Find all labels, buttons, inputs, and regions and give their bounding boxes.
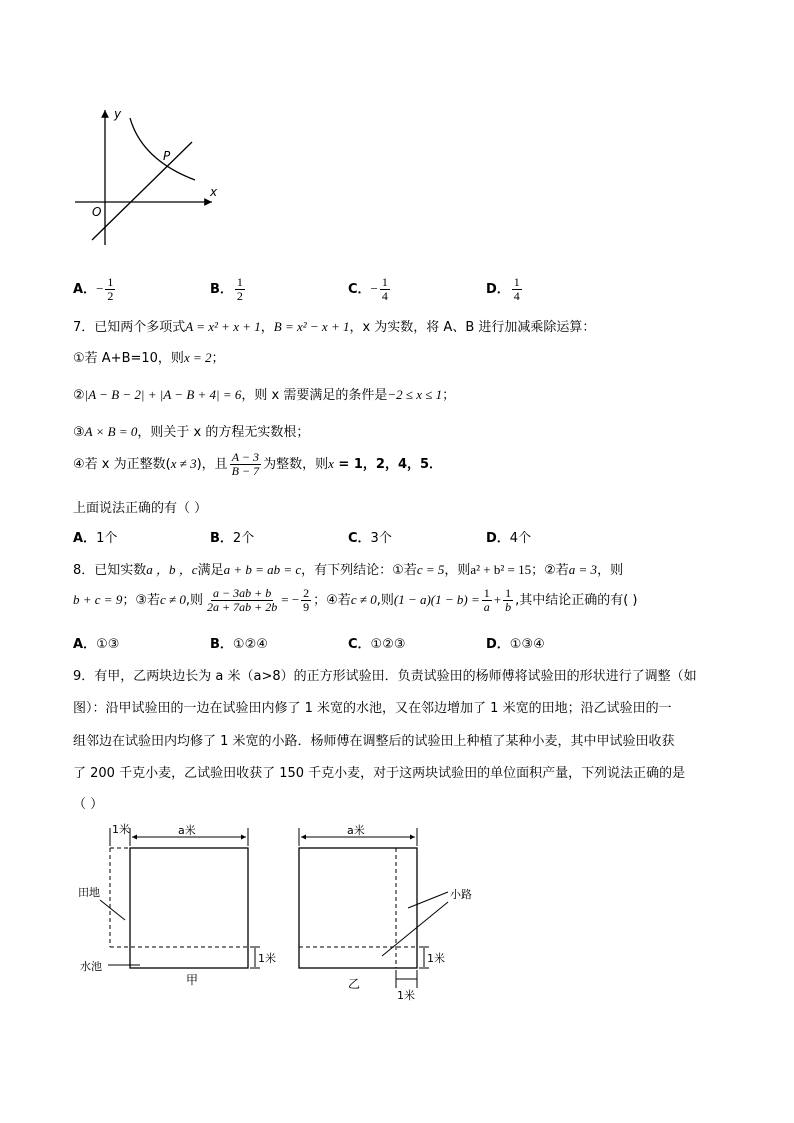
y-axis-label: y (114, 107, 122, 121)
jia-dim-arrowhead-right (241, 835, 246, 840)
q7-statement-4-fraction: $\frac{A - 3}{B - 7}$ (231, 450, 260, 478)
yi-road-pointer-2 (382, 902, 448, 956)
q7-statement-2: ②|A − B − 2| + |A − B + 4| = 6，则 x 需要满足的条件是−2 ≤ x ≤ 1； (73, 387, 456, 403)
figure-yi (290, 820, 490, 1005)
q9-stem-line-1: 9．有甲，乙两块边长为 a 米（a>8）的正方形试验田．负责试验田的杨师傅将试验田的形状进行了调整（如 (73, 669, 697, 684)
yi-field-square (299, 848, 417, 968)
jia-caption: 甲 (186, 973, 199, 987)
jia-top-width-label: 1米 (112, 823, 130, 836)
yi-road-pointer-1 (408, 892, 448, 908)
q8-option-d[interactable]: D．①③④ (486, 637, 545, 652)
origin-label: O (92, 205, 102, 219)
q6-option-b-fraction: $\frac{1}{2}$ (236, 275, 243, 303)
x-axis-label: x (210, 185, 218, 199)
q7-statement-4: ④若 x 为正整数(x ≠ 3)，且 $\frac{A - 3}{B - 7}$ 为整数，则x = 1，2，4，5． (73, 450, 443, 478)
jia-right-height-label: 1米 (258, 952, 276, 965)
q9-stem-line-5: （ ） (73, 797, 104, 812)
q7-question: 上面说法正确的有（ ） (73, 501, 208, 516)
q8-fraction-3: $\frac{a - 3ab + b}{2a + 7ab + 2b}$ (207, 586, 278, 614)
q8-option-c[interactable]: C．①②③ (348, 637, 406, 652)
yi-caption: 乙 (348, 977, 361, 991)
q8-fraction-4a: $\frac{1}{a}$ (483, 586, 490, 614)
q7-stem: 7．已知两个多项式A = x² + x + 1，B = x² − x + 1，x 为实数，将 A、B 进行加减乘除运算： (73, 319, 596, 335)
yi-side-a-label: a米 (347, 824, 365, 837)
q6-option-b[interactable]: B． $\frac{1}{2}$ (210, 275, 243, 303)
q8-fraction-4b: $\frac{1}{b}$ (505, 586, 512, 614)
jia-field-pointer (100, 900, 125, 920)
yi-right-height-label: 1米 (427, 952, 445, 965)
q6-option-a-fraction: $\frac{1}{2}$ (107, 275, 114, 303)
q7-statement-1: ①若 A+B=10，则x = 2； (73, 350, 225, 366)
q7-statement-3: ③A × B = 0，则关于 x 的方程无实数根； (73, 424, 310, 440)
q7-option-d[interactable]: D．4个 (486, 531, 532, 546)
q8-stem-line-2: b + c = 9；③若c ≠ 0,则 $\frac{a - 3ab + b}{2a + 7ab + 2b}$ = − $\frac{2}{9}$ ；④若c ≠ 0,则(1 − a)(1 − b) = $\frac{1}{a}$ + $\frac{1}{b}$ ,其中结论正确的有( ) (73, 586, 638, 614)
q8-option-a[interactable]: A．①③ (73, 637, 120, 652)
jia-pool-label: 水池 (80, 960, 102, 973)
straight-line (92, 142, 192, 240)
yi-dim-arrowhead-right (410, 835, 415, 840)
q7-option-c[interactable]: C．3个 (348, 531, 392, 546)
q7-option-b[interactable]: B．2个 (210, 531, 255, 546)
q7-option-a[interactable]: A．1个 (73, 531, 118, 546)
jia-dim-arrowhead-left (132, 835, 137, 840)
q8-stem-line-1: 8．已知实数a ，b ，c满足a + b = ab = c，有下列结论：①若c = 5，则a² + b² = 15；②若a = 3，则 (73, 562, 624, 578)
q6-graph (70, 100, 230, 250)
figure-jia (70, 820, 285, 995)
point-p-label: P (163, 149, 171, 163)
q6-option-d-fraction: $\frac{1}{4}$ (513, 275, 520, 303)
yi-road-label: 小路 (450, 888, 472, 901)
q9-stem-line-4: 了 200 千克小麦，乙试验田收获了 150 千克小麦，对于这两块试验田的单位面积产量，下列说法正确的是 (73, 766, 686, 781)
yi-dim-arrowhead-left (301, 835, 306, 840)
q9-stem-line-2: 图）：沿甲试验田的一边在试验田内修了 1 米宽的水池，又在邻边增加了 1 米宽的田地；沿乙试验田的一 (73, 701, 672, 716)
q6-option-c[interactable]: C．− $\frac{1}{4}$ (348, 275, 388, 303)
jia-side-a-label: a米 (178, 824, 196, 837)
jia-field-square (130, 848, 248, 968)
q6-option-a[interactable]: A．− $\frac{1}{2}$ (73, 275, 114, 303)
q8-fraction-3-result: $\frac{2}{9}$ (303, 586, 310, 614)
yi-bottom-width-label: 1米 (397, 989, 415, 1002)
q8-option-b[interactable]: B．①②④ (210, 637, 268, 652)
q6-option-d[interactable]: D． $\frac{1}{4}$ (486, 275, 520, 303)
jia-field-label: 田地 (78, 886, 100, 899)
q6-option-c-fraction: $\frac{1}{4}$ (381, 275, 388, 303)
q9-stem-line-3: 组邻边在试验田内均修了 1 米宽的小路．杨师傅在调整后的试验田上种植了某种小麦，其中甲试验田收获 (73, 734, 675, 749)
